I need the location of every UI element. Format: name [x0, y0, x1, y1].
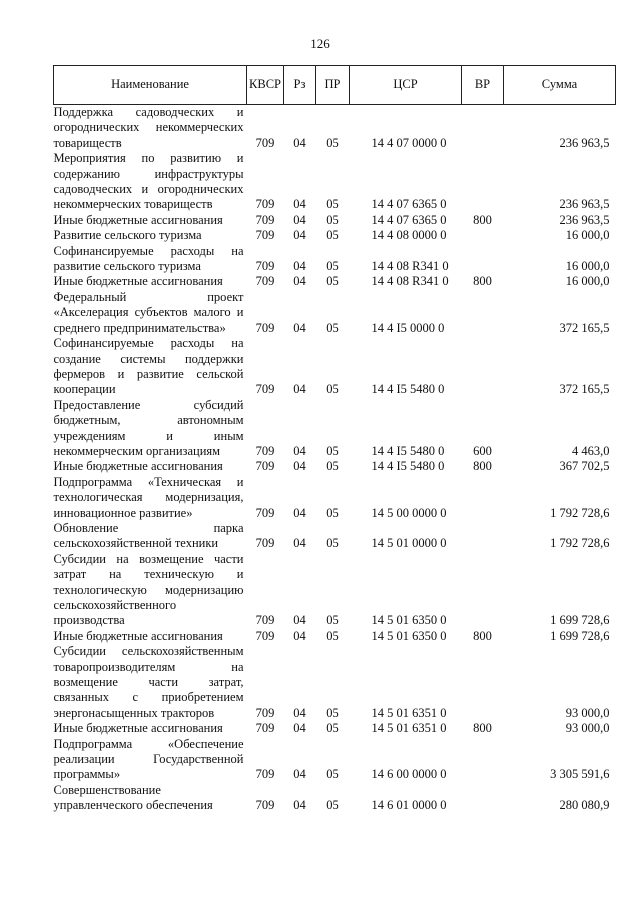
- cell-vr: [462, 151, 504, 213]
- cell-name: Субсидии сельскохозяйственным товаропроизводителям на возмещение части затрат, связанных с приобретением энергонасыщенных тракторов: [53, 644, 244, 720]
- cell-rz: 04: [293, 536, 306, 551]
- cell-csr: 14 4 I5 0000 0: [371, 320, 445, 335]
- cell-kvsr: 709: [255, 613, 275, 628]
- cell-pr: 05: [326, 705, 339, 720]
- cell-sum: 1 792 728,6: [550, 536, 610, 551]
- cell-csr: 14 5 01 0000 0: [371, 536, 447, 551]
- cell-sum: 1 792 728,6: [550, 505, 610, 520]
- cell-rz: 04: [293, 259, 306, 274]
- cell-rz: 04: [293, 628, 306, 643]
- header-name: Наименование: [54, 66, 247, 105]
- table-row: [54, 151, 616, 213]
- cell-name: Поддержка садоводческих и огороднических некоммерческих товариществ: [53, 105, 244, 150]
- cell-pr: 05: [326, 320, 339, 335]
- table-row: [54, 629, 616, 644]
- cell-sum: 236 963,5: [559, 135, 610, 150]
- cell-sum: 372 165,5: [559, 382, 610, 397]
- cell-vr: 800: [473, 274, 492, 289]
- cell-pr: 05: [326, 798, 339, 813]
- cell-name: Обновление парка сельскохозяйственной техники: [53, 520, 244, 551]
- cell-pr: 05: [326, 721, 339, 736]
- cell-rz: 04: [293, 721, 306, 736]
- cell-sum: 4 463,0: [572, 443, 610, 458]
- cell-sum: 236 963,5: [559, 197, 610, 212]
- cell-rz: 04: [293, 320, 306, 335]
- table-body: [54, 105, 616, 814]
- cell-name: Иные бюджетные ассигнования: [53, 628, 223, 643]
- cell-sum: 367 702,5: [559, 459, 610, 474]
- cell-kvsr: 709: [255, 382, 275, 397]
- cell-sum: 1 699 728,6: [550, 628, 610, 643]
- cell-csr: 14 4 07 0000 0: [371, 135, 447, 150]
- table-row: [54, 644, 616, 721]
- table-row: [54, 398, 616, 460]
- cell-rz: 04: [293, 505, 306, 520]
- table-header: [54, 66, 616, 105]
- cell-sum: 3 305 591,6: [550, 767, 610, 782]
- cell-vr: [462, 737, 504, 783]
- cell-rz: 04: [293, 705, 306, 720]
- cell-rz: 04: [293, 228, 306, 243]
- cell-vr: [462, 783, 504, 814]
- cell-vr: [462, 475, 504, 521]
- cell-vr: [462, 244, 504, 275]
- cell-kvsr: 709: [255, 228, 275, 243]
- cell-name: Подпрограмма «Обеспечение реализации Государственной программы»: [53, 736, 244, 782]
- cell-sum: 280 080,9: [559, 798, 610, 813]
- table-row: [54, 783, 616, 814]
- cell-pr: 05: [326, 613, 339, 628]
- header-sum: Сумма: [504, 66, 616, 105]
- table-row: [54, 290, 616, 336]
- table-row: [54, 521, 616, 552]
- cell-rz: 04: [293, 459, 306, 474]
- cell-rz: 04: [293, 197, 306, 212]
- header-rz: Рз: [284, 66, 316, 105]
- cell-csr: 14 5 00 0000 0: [371, 505, 447, 520]
- cell-kvsr: 709: [255, 135, 275, 150]
- header-pr: ПР: [316, 66, 350, 105]
- cell-kvsr: 709: [255, 259, 275, 274]
- cell-sum: 16 000,0: [565, 274, 610, 289]
- cell-pr: 05: [326, 443, 339, 458]
- cell-pr: 05: [326, 382, 339, 397]
- cell-pr: 05: [326, 135, 339, 150]
- cell-name: Софинансируемые расходы на создание системы поддержки фермеров и развитие сельской кооперации: [53, 336, 244, 397]
- table-row: [54, 459, 616, 474]
- cell-kvsr: 709: [255, 320, 275, 335]
- page-number: 126: [310, 36, 330, 51]
- cell-vr: [462, 336, 504, 398]
- cell-sum: 16 000,0: [565, 228, 610, 243]
- cell-vr: [462, 290, 504, 336]
- cell-vr: [462, 105, 504, 152]
- cell-rz: 04: [293, 613, 306, 628]
- cell-kvsr: 709: [255, 536, 275, 551]
- cell-name: Подпрограмма «Техническая и технологическая модернизация, инновационное развитие»: [53, 474, 244, 520]
- cell-kvsr: 709: [255, 274, 275, 289]
- cell-csr: 14 6 00 0000 0: [371, 767, 447, 782]
- table-row: [54, 228, 616, 243]
- cell-csr: 14 5 01 6350 0: [371, 628, 447, 643]
- cell-csr: 14 5 01 6351 0: [371, 721, 447, 736]
- cell-kvsr: 709: [255, 197, 275, 212]
- cell-pr: 05: [326, 459, 339, 474]
- cell-kvsr: 709: [255, 721, 275, 736]
- cell-kvsr: 709: [255, 505, 275, 520]
- header-vr: ВР: [462, 66, 504, 105]
- cell-sum: 93 000,0: [565, 705, 610, 720]
- cell-name: Иные бюджетные ассигнования: [53, 459, 223, 474]
- cell-vr: 800: [473, 459, 492, 474]
- table-row: [54, 105, 616, 152]
- cell-vr: [462, 228, 504, 243]
- cell-name: Софинансируемые расходы на развитие сельского туризма: [53, 243, 244, 274]
- cell-vr: [462, 552, 504, 629]
- cell-csr: 14 4 07 6365 0: [371, 197, 447, 212]
- table-row: [54, 721, 616, 736]
- cell-name: Иные бюджетные ассигнования: [53, 721, 223, 736]
- cell-csr: 14 4 08 R341 0: [371, 274, 449, 289]
- cell-kvsr: 709: [255, 443, 275, 458]
- cell-name: Субсидии на возмещение части затрат на техническую и технологическую модернизацию сельскохозяйственного производства: [53, 551, 244, 628]
- cell-name: Развитие сельского туризма: [53, 228, 202, 243]
- table-row: [54, 213, 616, 228]
- cell-name: Предоставление субсидий бюджетным, автономным учреждениям и иным некоммерческим организациям: [53, 397, 244, 458]
- cell-pr: 05: [326, 536, 339, 551]
- cell-pr: 05: [326, 505, 339, 520]
- cell-kvsr: 709: [255, 628, 275, 643]
- table-row: [54, 552, 616, 629]
- cell-rz: 04: [293, 798, 306, 813]
- cell-rz: 04: [293, 274, 306, 289]
- cell-pr: 05: [326, 274, 339, 289]
- cell-csr: 14 4 08 R341 0: [371, 259, 449, 274]
- cell-sum: 236 963,5: [559, 212, 610, 227]
- cell-csr: 14 4 07 6365 0: [371, 212, 447, 227]
- cell-kvsr: 709: [255, 459, 275, 474]
- table-row: [54, 336, 616, 398]
- header-row: [54, 66, 616, 105]
- table-row: [54, 737, 616, 783]
- cell-name: Иные бюджетные ассигнования: [53, 274, 223, 289]
- table-row: [54, 244, 616, 275]
- table-row: [54, 475, 616, 521]
- cell-kvsr: 709: [255, 767, 275, 782]
- header-csr: ЦСР: [350, 66, 462, 105]
- cell-sum: 93 000,0: [565, 721, 610, 736]
- cell-csr: 14 5 01 6350 0: [371, 613, 447, 628]
- cell-kvsr: 709: [255, 798, 275, 813]
- cell-pr: 05: [326, 767, 339, 782]
- cell-csr: 14 4 I5 5480 0: [371, 443, 445, 458]
- cell-name: Мероприятия по развитию и содержанию инфраструктуры садоводческих и огороднических некоммерческих товариществ: [53, 151, 244, 212]
- cell-vr: 800: [473, 628, 492, 643]
- cell-vr: 800: [473, 212, 492, 227]
- cell-csr: 14 4 I5 5480 0: [371, 382, 445, 397]
- cell-vr: [462, 644, 504, 721]
- cell-kvsr: 709: [255, 705, 275, 720]
- cell-csr: 14 4 I5 5480 0: [371, 459, 445, 474]
- cell-rz: 04: [293, 212, 306, 227]
- cell-name: Федеральный проект «Акселерация субъектов малого и среднего предпринимательства»: [53, 289, 244, 335]
- table-row: [54, 274, 616, 289]
- cell-rz: 04: [293, 382, 306, 397]
- cell-kvsr: 709: [255, 212, 275, 227]
- cell-rz: 04: [293, 135, 306, 150]
- cell-rz: 04: [293, 767, 306, 782]
- cell-name: Иные бюджетные ассигнования: [53, 212, 223, 227]
- cell-rz: 04: [293, 443, 306, 458]
- cell-pr: 05: [326, 628, 339, 643]
- cell-sum: 16 000,0: [565, 259, 610, 274]
- cell-csr: 14 5 01 6351 0: [371, 705, 447, 720]
- cell-vr: 600: [473, 443, 492, 458]
- cell-vr: 800: [473, 721, 492, 736]
- cell-sum: 372 165,5: [559, 320, 610, 335]
- cell-pr: 05: [326, 212, 339, 227]
- cell-sum: 1 699 728,6: [550, 613, 610, 628]
- cell-pr: 05: [326, 228, 339, 243]
- cell-csr: 14 6 01 0000 0: [371, 798, 447, 813]
- cell-pr: 05: [326, 197, 339, 212]
- cell-name: Совершенствование управленческого обеспечения: [53, 782, 213, 813]
- cell-csr: 14 4 08 0000 0: [371, 228, 447, 243]
- header-kvsr: КВСР: [247, 66, 284, 105]
- cell-pr: 05: [326, 259, 339, 274]
- cell-vr: [462, 521, 504, 552]
- budget-table: [53, 65, 616, 814]
